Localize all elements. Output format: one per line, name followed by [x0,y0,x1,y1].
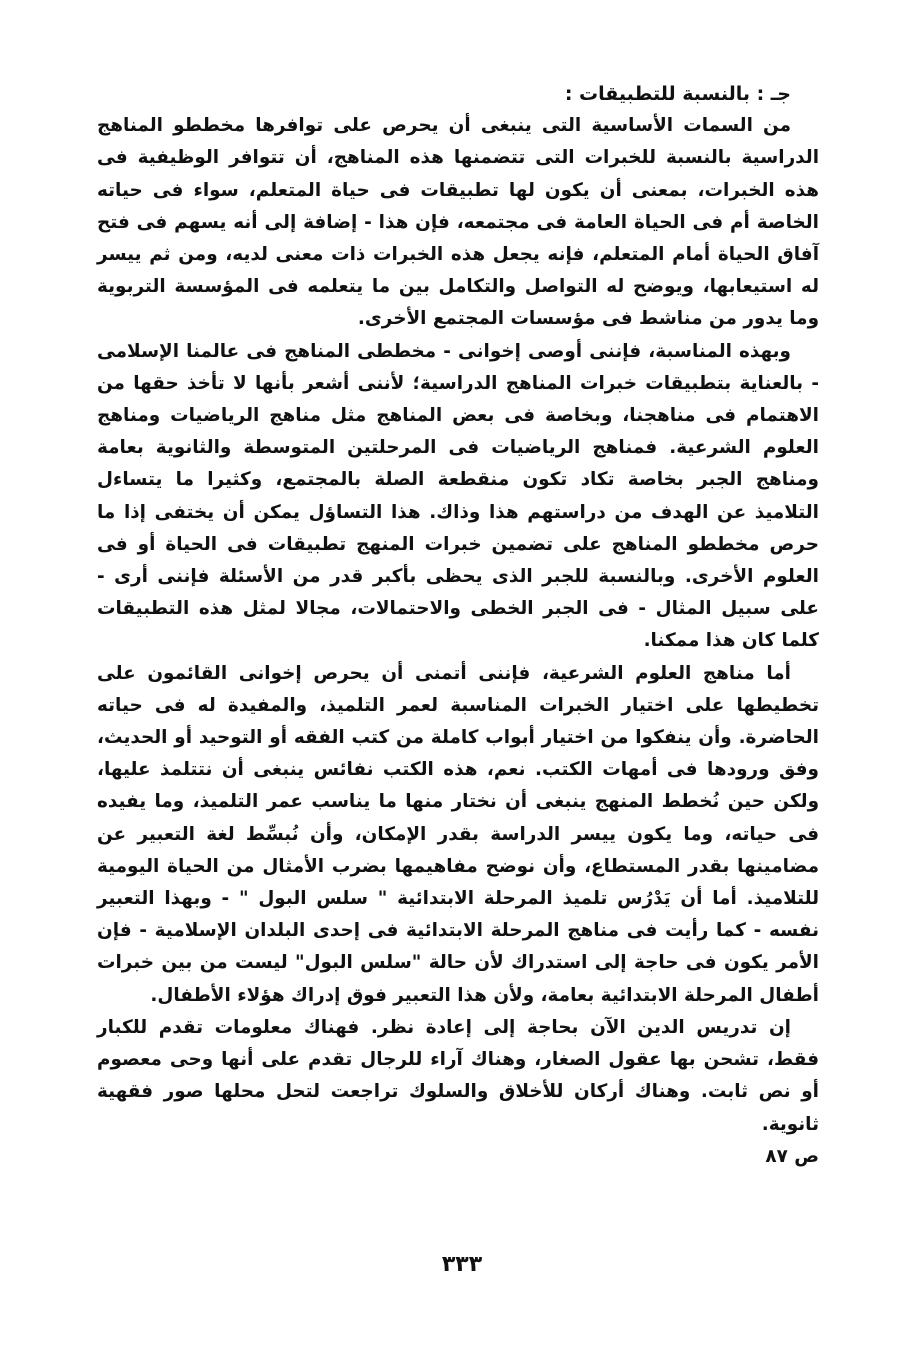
page-body [97,78,819,1173]
paragraph: أما مناهج العلوم الشرعية، فإننى أتمنى أن يحرص إخوانى القائمون على تخطيطها على اختيار الخبرات المناسبة لعمر التلميذ، والمفيدة له فى حياته الحاضرة. وأن ينفكوا من اختيار أبواب كاملة من كتب الفقه أو التوحيد أو الحديث، وفق ورودها فى أمهات الكتب. نعم، هذه الكتب نفائس ينبغى أن نتتلمذ عليها، ولكن حين نُخطط المنهج ينبغى أن نختار منها ما يناسب عمر التلميذ، وما يفيده فى حياته، وما يكون ييسر الدراسة بقدر الإمكان، وأن نُبسِّط لغة التعبير عن مضامينها بقدر المستطاع، وأن نوضح مفاهيمها بضرب الأمثال من الحياة اليومية للتلاميذ. أما أن يَدْرُس تلميذ المرحلة الابتدائية " سلس البول " - وبهذا التعبير نفسه - كما رأيت فى مناهج المرحلة الابتدائية فى إحدى البلدان الإسلامية - فإن الأمر يكون فى حاجة إلى استدراك لأن حالة "سلس البول" ليست من بين خبرات أطفال المرحلة الابتدائية بعامة، ولأن هذا التعبير فوق إدراك هؤلاء الأطفال. [97,662,819,1006]
paragraph: من السمات الأساسية التى ينبغى أن يحرص على توافرها مخططو المناهج الدراسية بالنسبة للخبرات التى تتضمنها هذه المناهج، أن تتوافر الوظيفية فى هذه الخبرات، بمعنى أن يكون لها تطبيقات فى حياة المتعلم، سواء فى حياته الخاصة أم فى الحياة العامة فى مجتمعه، فإن هذا - إضافة إلى أنه يسهم فى فتح آفاق الحياة أمام المتعلم، فإنه يجعل هذه الخبرات ذات معنى لديه، ومن ثم ييسر له استيعابها، ويوضح له التواصل والتكامل بين ما يتعلمه فى المؤسسة التربوية وما يدور من مناشط فى مؤسسات المجتمع الأخرى. [97,115,819,330]
source-reference: ص ٨٧ [765,1145,819,1167]
page-number: ٣٣٣ [441,1252,483,1277]
paragraph: إن تدريس الدين الآن بحاجة إلى إعادة نظر. فهناك معلومات تقدم للكبار فقط، تشحن بها عقول الصغار، وهناك آراء للرجال تقدم على أنها وحى معصوم أو نص ثابت. وهناك أركان للأخلاق والسلوك تراجعت لتحل محلها صور فقهية ثانوية. [97,1016,819,1135]
paragraph: وبهذه المناسبة، فإننى أوصى إخوانى - مخططى المناهج فى عالمنا الإسلامى - بالعناية بتطبيقات خبرات المناهج الدراسية؛ لأننى أشعر بأنها لا تأخذ حقها من الاهتمام فى مناهجنا، وبخاصة فى بعض المناهج مثل مناهج الرياضيات ومناهج العلوم الشرعية. فمناهج الرياضيات فى المرحلتين المتوسطة والثانوية بعامة ومناهج الجبر بخاصة تكاد تكون منقطعة الصلة بالمجتمع، وكثيرا ما يتساءل التلاميذ عن الهدف من دراستهم هذا وذاك. هذا التساؤل يمكن أن يختفى إذا ما حرص مخططو المناهج على تضمين خبرات المنهج تطبيقات فى الحياة أو فى العلوم الأخرى. وبالنسبة للجبر الذى يحظى بأكبر قدر من الأسئلة فإننى أرى - على سبيل المثال - فى الجبر الخطى والاحتمالات، مجالا لمثل هذه التطبيقات كلما كان هذا ممكنا. [97,340,819,652]
section-heading: جـ : بالنسبة للتطبيقات : [564,83,791,105]
